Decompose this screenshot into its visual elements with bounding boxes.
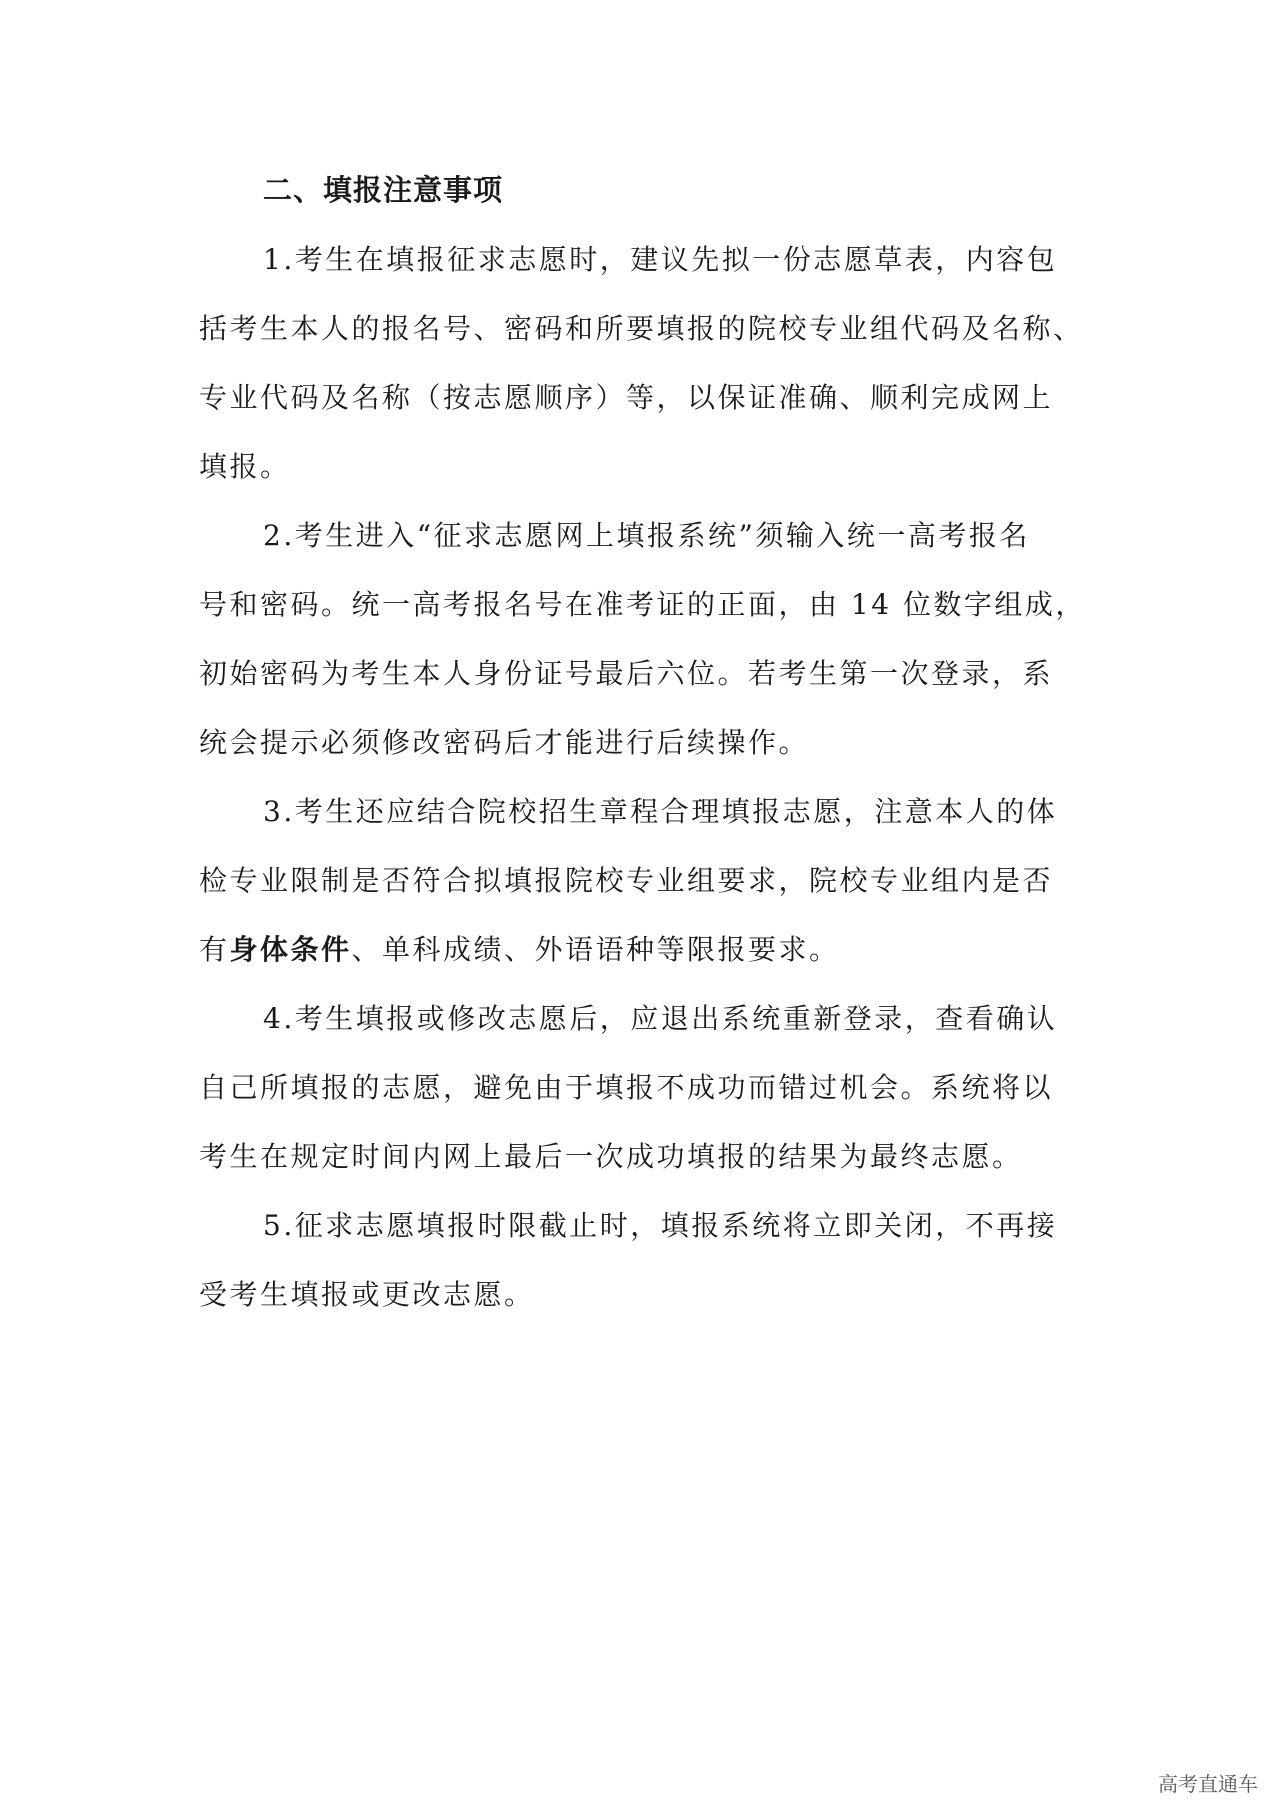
emphasized-text: 身体条件 [229, 933, 352, 966]
paragraph-item-5 [199, 1204, 1099, 1342]
paragraph-line: 4.考生填报或修改志愿后，应退出系统重新登录，查看确认 [263, 1002, 1058, 1035]
paragraph-line: 自己所填报的志愿，避免由于填报不成功而错过机会。系统将以 [199, 1071, 1054, 1104]
paragraph-line: 括考生本人的报名号、密码和所要填报的院校专业组代码及名称、 [199, 312, 1084, 345]
section-heading: 二、填报注意事项 [263, 173, 504, 207]
paragraph-line: 检专业限制是否符合拟填报院校专业组要求，院校专业组内是否 [199, 864, 1054, 897]
paragraph-item-4 [199, 997, 1099, 1204]
paragraph-item-1 [199, 238, 1099, 514]
document-body [199, 238, 1099, 1342]
paragraph-text: 、单科成绩、外语语种等限报要求。 [351, 933, 840, 966]
paragraph-line: 2.考生进入“征求志愿网上填报系统”须输入统一高考报名 [263, 519, 1030, 552]
paragraph-line: 填报。 [199, 450, 291, 483]
paragraph-line [199, 928, 1099, 997]
paragraph-line: 受考生填报或更改志愿。 [199, 1278, 535, 1311]
paragraph-line: 专业代码及名称（按志愿顺序）等，以保证准确、顺利完成网上 [199, 381, 1054, 414]
paragraph-line: 号和密码。统一高考报名号在准考证的正面，由 14 位数字组成， [199, 588, 1086, 621]
paragraph-line: 初始密码为考生本人身份证号最后六位。若考生第一次登录，系 [199, 657, 1054, 690]
paragraph-line: 统会提示必须修改密码后才能进行后续操作。 [199, 726, 810, 759]
paragraph-line: 5.征求志愿填报时限截止时，填报系统将立即关闭，不再接 [263, 1209, 1058, 1242]
paragraph-line: 考生在规定时间内网上最后一次成功填报的结果为最终志愿。 [199, 1140, 1023, 1173]
paragraph-line: 1.考生在填报征求志愿时，建议先拟一份志愿草表，内容包 [263, 243, 1058, 276]
paragraph-item-3 [199, 790, 1099, 997]
watermark-text: 高考直通车 [1158, 1772, 1258, 1796]
paragraph-line: 3.考生还应结合院校招生章程合理填报志愿，注意本人的体 [263, 795, 1058, 828]
paragraph-text: 有 [199, 933, 230, 966]
paragraph-item-2 [199, 514, 1099, 790]
